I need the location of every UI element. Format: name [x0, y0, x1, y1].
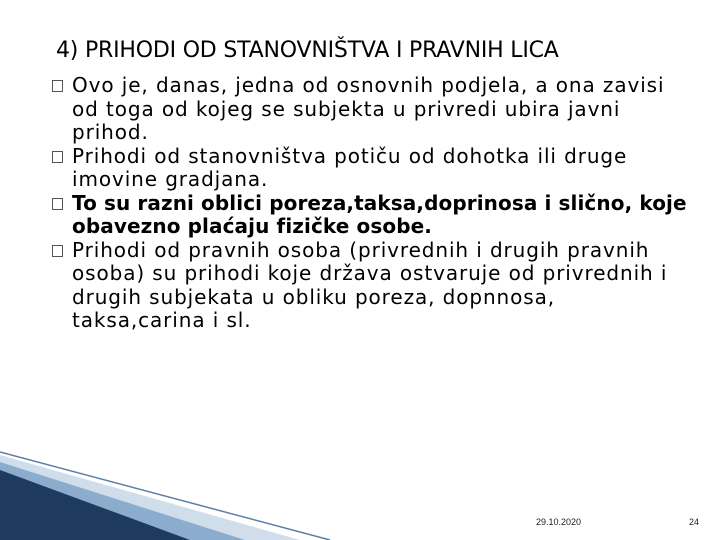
bullet-text: Prihodi od stanovništva potiču od dohotka ili druge imovine gradjana. — [72, 143, 628, 191]
page-number: 24 — [689, 517, 700, 527]
bullet-item — [52, 145, 692, 192]
checkbox-bullet-icon — [52, 151, 63, 163]
bullet-item — [52, 74, 692, 145]
bullet-text: Ovo je, danas, jedna od osnovnih podjela, a ona zavisi od toga od kojeg se subjekta u privredi ubira javni prihod. — [72, 73, 665, 144]
bullet-text: To su razni oblici poreza,taksa,doprinosa i slično, koje obavezno plaćaju fizičke osobe. — [72, 190, 687, 238]
checkbox-bullet-icon — [52, 80, 63, 92]
bullet-item — [52, 192, 692, 239]
slide-title: 4) PRIHODI OD STANOVNIŠTVA I PRAVNIH LICA — [56, 38, 559, 63]
footer-date: 29.10.2020 — [536, 517, 582, 527]
bullet-item — [52, 239, 692, 333]
bullet-list — [52, 74, 692, 333]
bullet-text: Prihodi od pravnih osoba (privrednih i drugih pravnih osoba) su prihodi koje država ostvaruje od privrednih i drugih subjekata u obliku poreza, dopnnosa, taksa,carina i sl. — [72, 237, 668, 332]
checkbox-bullet-icon — [52, 198, 63, 210]
checkbox-bullet-icon — [52, 245, 63, 257]
